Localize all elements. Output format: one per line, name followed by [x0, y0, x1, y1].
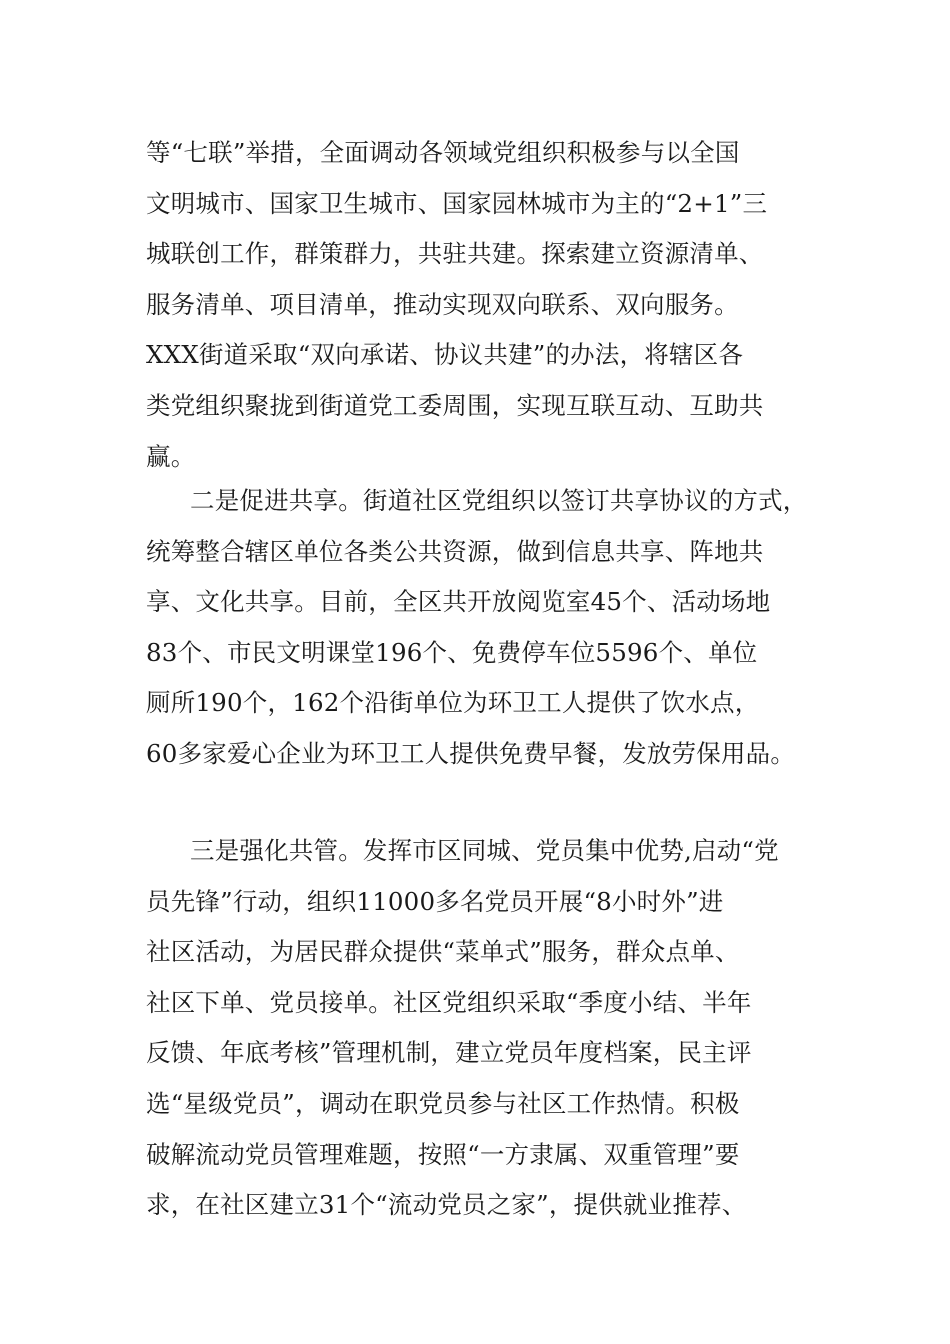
text-line: 选“星级党员”，调动在职党员参与社区工作热情。积极	[146, 1088, 740, 1118]
text-line: 社区下单、党员接单。社区党组织采取“季度小结、半年	[146, 987, 752, 1017]
text-line: 文明城市、国家卫生城市、国家园林城市为主的“2+1”三	[146, 188, 768, 218]
text-line: 60多家爱心企业为环卫工人提供免费早餐，发放劳保用品。	[146, 738, 796, 768]
text-line: 破解流动党员管理难题，按照“一方隶属、双重管理”要	[146, 1139, 740, 1169]
text-line: 社区活动，为居民群众提供“菜单式”服务，群众点单、	[146, 937, 740, 967]
text-line: 城联创工作，群策群力，共驻共建。探索建立资源清单、	[146, 239, 764, 269]
text-line: 服务清单、项目清单，推动实现双向联系、双向服务。	[146, 289, 739, 319]
text-line: XXX街道采取“双向承诺、协议共建”的办法，将辖区各	[146, 340, 744, 370]
text-line: 统筹整合辖区单位各类公共资源，做到信息共享、阵地共	[146, 536, 764, 566]
text-line: 三是强化共管。发挥市区同城、党员集中优势,启动“党	[190, 836, 779, 865]
text-line: 求，在社区建立31个“流动党员之家”，提供就业推荐、	[146, 1190, 747, 1220]
text-line: 83个、市民文明课堂196个、免费停车位5596个、单位	[146, 637, 758, 667]
paragraph-strengthen-co-management	[146, 826, 836, 1231]
text-line: 享、文化共享。目前，全区共开放阅览室45个、活动场地	[146, 587, 771, 617]
text-line: 赢。	[146, 441, 196, 471]
text-line: 员先锋”行动，组织11000多名党员开展“8小时外”进	[146, 886, 724, 916]
text-line: 反馈、年底考核”管理机制，建立党员年度档案，民主评	[146, 1038, 752, 1068]
paragraph-promote-sharing	[146, 476, 836, 780]
text-line: 厕所190个，162个沿街单位为环卫工人提供了饮水点，	[146, 688, 760, 718]
paragraph-seven-links	[146, 128, 836, 482]
text-line: 二是促进共享。街道社区党组织以签订共享协议的方式，	[190, 486, 808, 515]
text-line: 等“七联”举措，全面调动各领域党组织积极参与以全国	[146, 138, 740, 167]
text-line: 类党组织聚拢到街道党工委周围，实现互联互动、互助共	[146, 390, 764, 420]
